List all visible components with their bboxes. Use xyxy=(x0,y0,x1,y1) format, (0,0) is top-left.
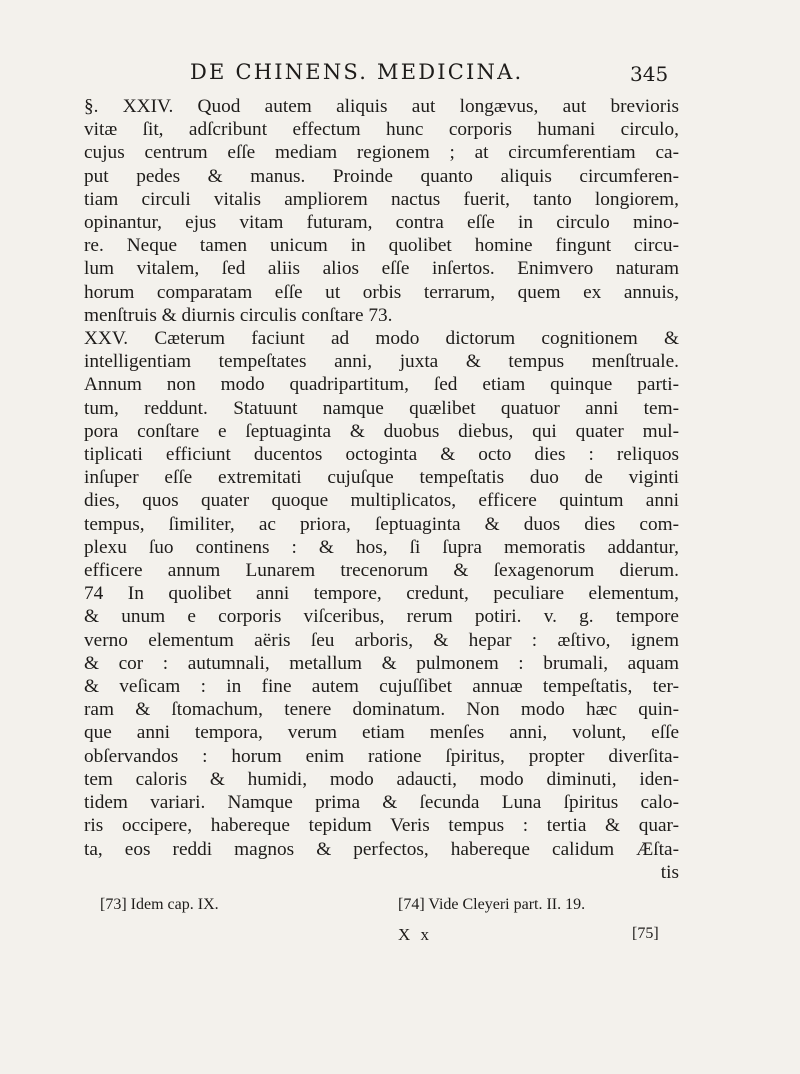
text-line: ta, eos reddi magnos & perfectos, habereque calidum Æſta- xyxy=(84,838,679,860)
text-line: tem caloris & humidi, modo adaucti, modo diminuti, iden- xyxy=(84,768,679,790)
catchword: [75] xyxy=(632,925,659,942)
text-line: vitæ ſit, adſcribunt effectum hunc corporis humani circulo, xyxy=(84,119,679,141)
text-line: que anni tempora, verum etiam menſes anni, volunt, eſſe xyxy=(84,722,679,744)
text-line: plexu ſuo continens : & hos, ſi ſupra memoratis addantur, xyxy=(84,536,679,558)
text-line: & unum e corporis viſceribus, rerum potiri. v. g. tempore xyxy=(84,606,679,628)
text-line: ris occipere, habereque tepidum Veris tempus : tertia & quar- xyxy=(84,815,679,837)
text-line: tempus, ſimiliter, ac priora, ſeptuaginta & duos dies com- xyxy=(84,513,679,535)
text-line: opinantur, ejus vitam futuram, contra eſſe in circulo mino- xyxy=(84,212,679,234)
footnote-74: [74] Vide Cleyeri part. II. 19. xyxy=(398,896,586,913)
running-title: DE CHINENS. MEDICINA. xyxy=(190,60,524,84)
text-line: tidem variari. Namque prima & ſecunda Luna ſpiritus calo- xyxy=(84,792,679,814)
text-line: dies, quos quater quoque multiplicatos, efficere quintum anni xyxy=(84,490,679,512)
text-line: tiplicati efficiunt ducentos octoginta & octo dies : reliquos xyxy=(84,444,679,466)
text-line: efficere annum Lunarem trecenorum & ſexagenorum dierum. xyxy=(84,560,679,582)
text-line: tiam circuli vitalis ampliorem nactus fuerit, tanto longiorem, xyxy=(84,188,679,210)
footnote-73: [73] Idem cap. IX. xyxy=(100,896,219,913)
text-line: inſuper eſſe extremitati cujuſque tempeſtatis duo de viginti xyxy=(84,467,679,489)
text-line: XXV. Cæterum faciunt ad modo dictorum cognitionem & xyxy=(84,328,679,350)
text-line: re. Neque tamen unicum in quolibet homine fingunt circu- xyxy=(84,235,679,257)
body-text xyxy=(84,95,679,884)
text-line: §. XXIV. Quod autem aliquis aut longævus, aut brevioris xyxy=(84,96,679,117)
text-line: tum, reddunt. Statuunt namque quælibet quatuor anni tem- xyxy=(84,397,679,419)
text-line: & cor : autumnali, metallum & pulmonem : brumali, aquam xyxy=(84,652,679,674)
text-line: lum vitalem, ſed aliis alios eſſe inſertos. Enimvero naturam xyxy=(84,258,679,280)
text-line: 74 In quolibet anni tempore, credunt, peculiare elementum, xyxy=(84,583,679,605)
page-number: 345 xyxy=(630,62,669,86)
text-line: verno elementum aëris ſeu arboris, & hepar : æſtivo, ignem xyxy=(84,629,679,651)
signature-mark: X x xyxy=(398,925,433,944)
text-line: obſervandos : horum enim ratione ſpiritus, propter diverſita- xyxy=(84,745,679,767)
text-line: Annum non modo quadripartitum, ſed etiam quinque parti- xyxy=(84,374,679,396)
text-line: pora conſtare e ſeptuaginta & duobus diebus, qui quater mul- xyxy=(84,420,679,442)
text-line: cujus centrum eſſe mediam regionem ; at circumferentiam ca- xyxy=(84,142,679,164)
text-line: intelligentiam tempeſtates anni, juxta & tempus menſtruale. xyxy=(84,351,679,373)
text-line: horum comparatam eſſe ut orbis terrarum, quem ex annuis, xyxy=(84,281,679,303)
catch-line: tis xyxy=(660,861,679,883)
text-line: menſtruis & diurnis circulis conſtare 73. xyxy=(84,304,393,326)
text-line: ram & ſtomachum, tenere dominatum. Non modo hæc quin- xyxy=(84,699,679,721)
text-line: & veſicam : in fine autem cujuſſibet annuæ tempeſtatis, ter- xyxy=(84,676,679,698)
text-line: put pedes & manus. Proinde quanto aliquis circumferen- xyxy=(84,165,679,187)
